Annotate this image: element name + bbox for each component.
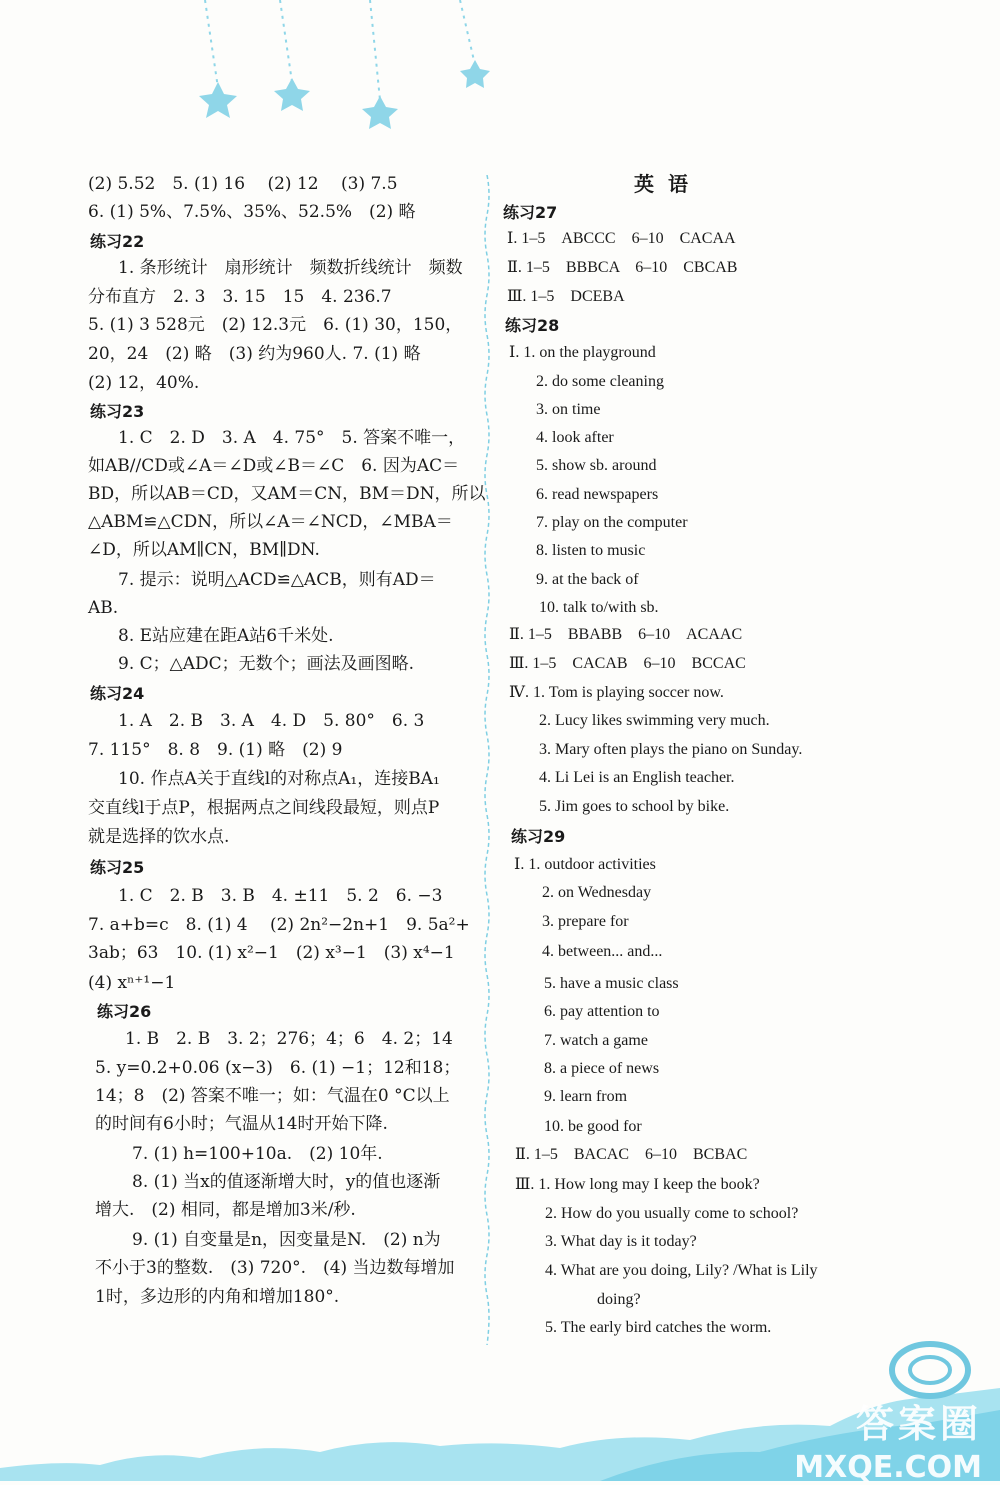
answer-line: 9. at the back of [536, 571, 639, 588]
answer-line: 1. 条形统计 扇形统计 频数折线统计 频数 [118, 258, 463, 278]
answer-line: (2) 5.52 5. (1) 16 (2) 12 (3) 7.5 [88, 174, 398, 194]
answer-line: 6. read newspapers [536, 486, 659, 503]
answer-line: 分布直方 2. 3 3. 15 15 4. 236.7 [88, 287, 392, 307]
answer-line: 3. What day is it today? [545, 1233, 697, 1250]
answer-line: 10. be good for [544, 1118, 642, 1135]
answer-line: 4. What are you doing, Lily? /What is Lily [545, 1262, 818, 1279]
answer-line: 7. 115° 8. 8 9. (1) 略 (2) 9 [88, 740, 343, 760]
answer-line: △ABM≌△CDN，所以∠A＝∠NCD，∠MBA＝ [88, 512, 453, 532]
answer-line: 增大. (2) 相同，都是增加3米/秒. [95, 1200, 356, 1220]
watermark-logo: 答案圈 [855, 1402, 982, 1446]
answer-line: Ⅱ. 1–5 BBBCA 6–10 CBCAB [507, 259, 738, 276]
answer-line: Ⅲ. 1. How long may I keep the book? [515, 1176, 760, 1193]
answer-line: 2. on Wednesday [542, 884, 652, 901]
answer-line: Ⅰ. 1–5 ABCCC 6–10 CACAA [507, 230, 736, 247]
answer-line: Ⅱ. 1–5 BACAC 6–10 BCBAC [515, 1146, 748, 1163]
section-heading: 练习26 [97, 1002, 152, 1021]
answer-line: 5. show sb. around [536, 457, 657, 474]
answer-line: 7. a+b=c 8. (1) 4 (2) 2n²−2n+1 9. 5a²+ [88, 915, 470, 935]
section-heading: 练习24 [90, 684, 145, 703]
answer-line: 2. Lucy likes swimming very much. [539, 712, 770, 729]
answer-line: ∠D，所以AM∥CN，BM∥DN. [88, 540, 320, 560]
column-divider [483, 175, 491, 1345]
answer-line: (4) xⁿ⁺¹−1 [88, 973, 176, 993]
answer-line: 1时，多边形的内角和增加180°. [95, 1287, 340, 1307]
answer-line: Ⅱ. 1–5 BBABB 6–10 ACAAC [509, 626, 743, 643]
answer-line: 5. (1) 3 528元 (2) 12.3元 6. (1) 30，150， [88, 315, 463, 335]
answer-line: 3. on time [536, 401, 601, 418]
answer-line: 5. The early bird catches the worm. [545, 1319, 772, 1336]
answer-line: 8. a piece of news [544, 1060, 660, 1077]
answer-line: 3ab；63 10. (1) x²−1 (2) x³−1 (3) x⁴−1 [88, 943, 455, 963]
answer-line: 1. C 2. B 3. B 4. ±11 5. 2 6. −3 [118, 886, 443, 906]
answer-line: 6. pay attention to [544, 1003, 660, 1020]
watermark-url: MXQE.COM [794, 1450, 982, 1485]
answer-line: 9. C；△ADC；无数个；画法及画图略. [118, 654, 415, 674]
answer-line: 8. E站应建在距A站6千米处. [118, 626, 334, 646]
section-heading: 练习28 [505, 316, 560, 335]
section-heading: 练习27 [503, 203, 558, 222]
answer-line: 的时间有6小时；气温从14时开始下降. [95, 1114, 388, 1134]
answer-line: 9. learn from [544, 1088, 628, 1105]
answer-line: 7. play on the computer [536, 514, 688, 531]
answer-line: 4. between... and... [542, 943, 663, 960]
answer-line: 3. prepare for [542, 913, 629, 930]
answer-line: 8. listen to music [536, 542, 646, 559]
answer-line: 2. do some cleaning [536, 373, 664, 390]
answer-line: 如AB//CD或∠A＝∠D或∠B＝∠C 6. 因为AC＝ [88, 456, 460, 476]
answer-line: 3. Mary often plays the piano on Sunday. [539, 741, 803, 758]
watermark [794, 1393, 982, 1485]
answer-line: 10. talk to/with sb. [539, 599, 659, 616]
section-heading: 练习29 [511, 827, 566, 846]
star-icon [362, 96, 398, 129]
answer-line: 2. How do you usually come to school? [545, 1205, 799, 1222]
answer-line: 14；8 (2) 答案不唯一；如：气温在0 °C以上 [95, 1086, 450, 1106]
answer-line: (2) 12，40%. [88, 373, 200, 393]
answer-line: Ⅲ. 1–5 CACAB 6–10 BCCAC [509, 655, 746, 672]
hanging-stars-decoration [170, 0, 510, 140]
answer-line: 5. Jim goes to school by bike. [539, 798, 730, 815]
section-heading: 练习23 [90, 402, 145, 421]
answer-line: Ⅰ. 1. outdoor activities [514, 856, 656, 873]
star-icon [460, 60, 490, 88]
answer-line: Ⅲ. 1–5 DCEBA [507, 288, 625, 305]
star-icon [274, 78, 310, 111]
answer-line: 6. (1) 5%、7.5%、35%、52.5% (2) 略 [88, 202, 416, 222]
answer-line: 1. A 2. B 3. A 4. D 5. 80° 6. 3 [118, 711, 425, 731]
answer-line: 8. (1) 当x的值逐渐增大时，y的值也逐渐 [132, 1172, 441, 1192]
answer-line: 1. B 2. B 3. 2；276；4；6 4. 2；14 [125, 1029, 453, 1049]
answer-line: 4. Li Lei is an English teacher. [539, 769, 735, 786]
answer-line: 7. watch a game [544, 1032, 648, 1049]
answer-line: 不小于3的整数. (3) 720°. (4) 当边数每增加 [95, 1258, 455, 1278]
answer-line: 5. y=0.2+0.06 (x−3) 6. (1) −1；12和18； [95, 1058, 461, 1078]
star-icon [199, 82, 237, 118]
section-heading: 练习22 [90, 232, 145, 251]
answer-line: Ⅳ. 1. Tom is playing soccer now. [509, 684, 724, 701]
answer-line: 1. C 2. D 3. A 4. 75° 5. 答案不唯一， [118, 428, 466, 448]
answer-line: 7. (1) h=100+10a. (2) 10年. [132, 1144, 383, 1164]
answer-line: BD，所以AB＝CD，又AM＝CN，BM＝DN，所以 [88, 484, 486, 504]
section-heading: 练习25 [90, 858, 145, 877]
answer-line: doing? [597, 1291, 641, 1308]
answer-line: 就是选择的饮水点. [88, 827, 230, 847]
answer-line: 4. look after [536, 429, 614, 446]
answer-line: 5. have a music class [544, 975, 679, 992]
answer-line: AB. [88, 598, 119, 618]
answer-line: 9. (1) 自变量是n，因变量是N. (2) n为 [132, 1230, 441, 1250]
answer-line: Ⅰ. 1. on the playground [509, 344, 656, 361]
answer-line: 20，24 (2) 略 (3) 约为960人. 7. (1) 略 [88, 344, 421, 364]
english-section-title: 英语 [634, 172, 702, 196]
answer-line: 交直线l于点P，根据两点之间线段最短，则点P [88, 798, 440, 818]
answer-line: 7. 提示：说明△ACD≌△ACB，则有AD＝ [118, 570, 436, 590]
answer-line: 10. 作点A关于直线l的对称点A₁，连接BA₁ [118, 769, 440, 789]
